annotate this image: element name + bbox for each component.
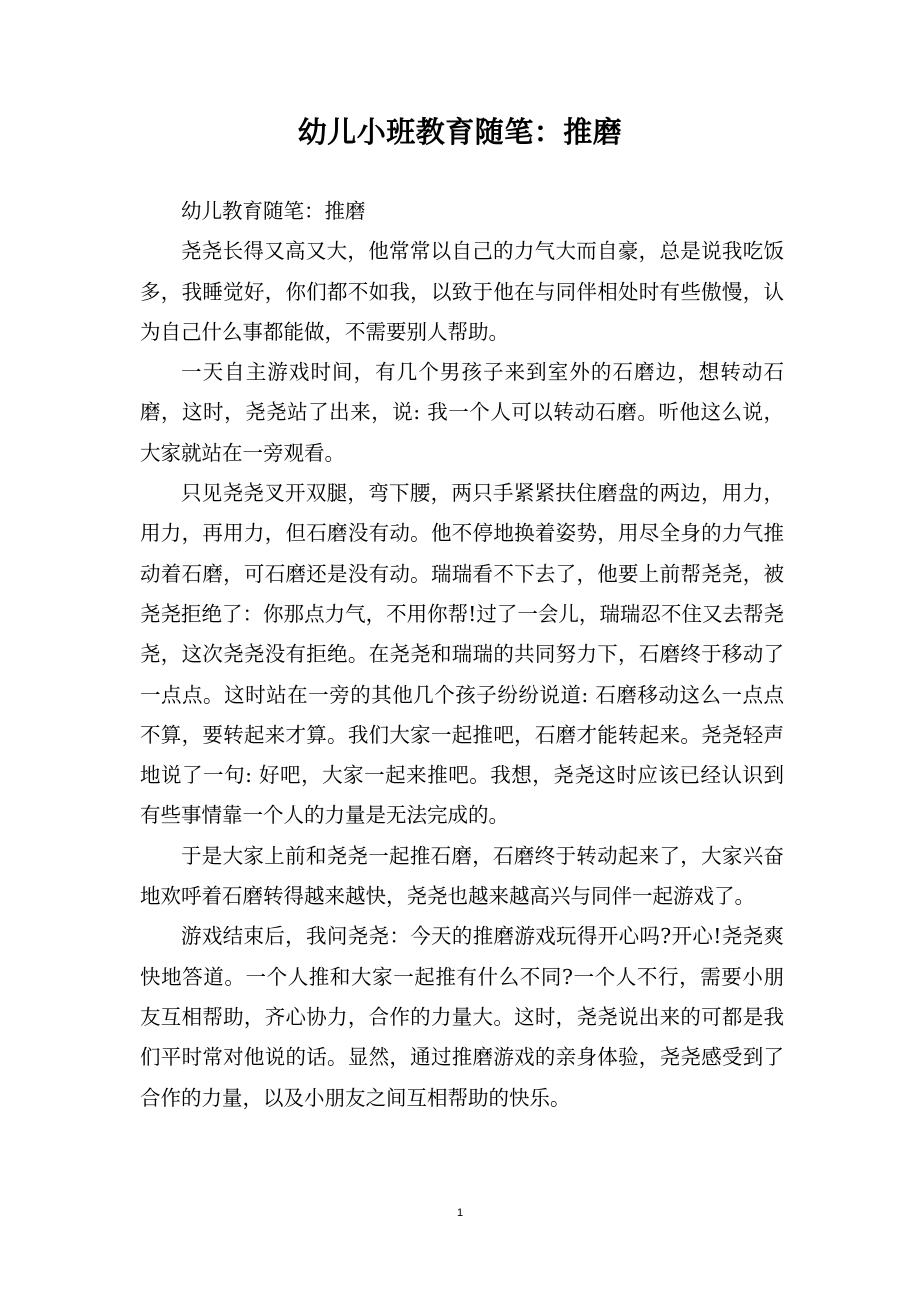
paragraph: 于是大家上前和尧尧一起推石磨，石磨终于转动起来了，大家兴奋地欢呼着石磨转得越来越快，尧尧也越来越高兴与同伴一起游戏了。 xyxy=(140,843,784,909)
document-body xyxy=(140,191,784,1118)
paragraph: 尧尧长得又高又大，他常常以自己的力气大而自豪，总是说我吃饭多，我睡觉好，你们都不如我，以致于他在与同伴相处时有些傲慢，认为自己什么事都能做，不需要别人帮助。 xyxy=(140,239,784,344)
document-title: 幼儿小班教育随笔：推磨 xyxy=(297,115,623,149)
paragraph-subtitle: 幼儿教育随笔：推磨 xyxy=(181,199,366,223)
page-number: 1 xyxy=(456,1207,464,1219)
paragraph: 只见尧尧叉开双腿，弯下腰，两只手紧紧扶住磨盘的两边，用力，用力，再用力，但石磨没有动。他不停地换着姿势，用尽全身的力气推动着石磨，可石磨还是没有动。瑞瑞看不下去了，他要上前帮尧尧，被尧尧拒绝了：你那点力气，不用你帮!过了一会儿，瑞瑞忍不住又去帮尧尧，这次尧尧没有拒绝。在尧尧和瑞瑞的共同努力下，石磨终于移动了一点点。这时站在一旁的其他几个孩子纷纷说道: 石磨移动这么一点点不算，要转起来才算。我们大家一起推吧，石磨才能转起来。尧尧轻声地说了一句: 好吧，大家一起来推吧。我想，尧尧这时应该已经认识到有些事情靠一个人的力量是无法完成的。 xyxy=(140,481,784,828)
paragraph: 一天自主游戏时间，有几个男孩子来到室外的石磨边，想转动石磨，这时，尧尧站了出来，说: 我一个人可以转动石磨。听他这么说，大家就站在一旁观看。 xyxy=(140,360,784,465)
paragraph: 游戏结束后，我问尧尧：今天的推磨游戏玩得开心吗?开心!尧尧爽快地答道。一个人推和大家一起推有什么不同?一个人不行，需要小朋友互相帮助，齐心协力，合作的力量大。这时，尧尧说出来的可都是我们平时常对他说的话。显然，通过推磨游戏的亲身体验，尧尧感受到了合作的力量，以及小朋友之间互相帮助的快乐。 xyxy=(140,924,784,1110)
